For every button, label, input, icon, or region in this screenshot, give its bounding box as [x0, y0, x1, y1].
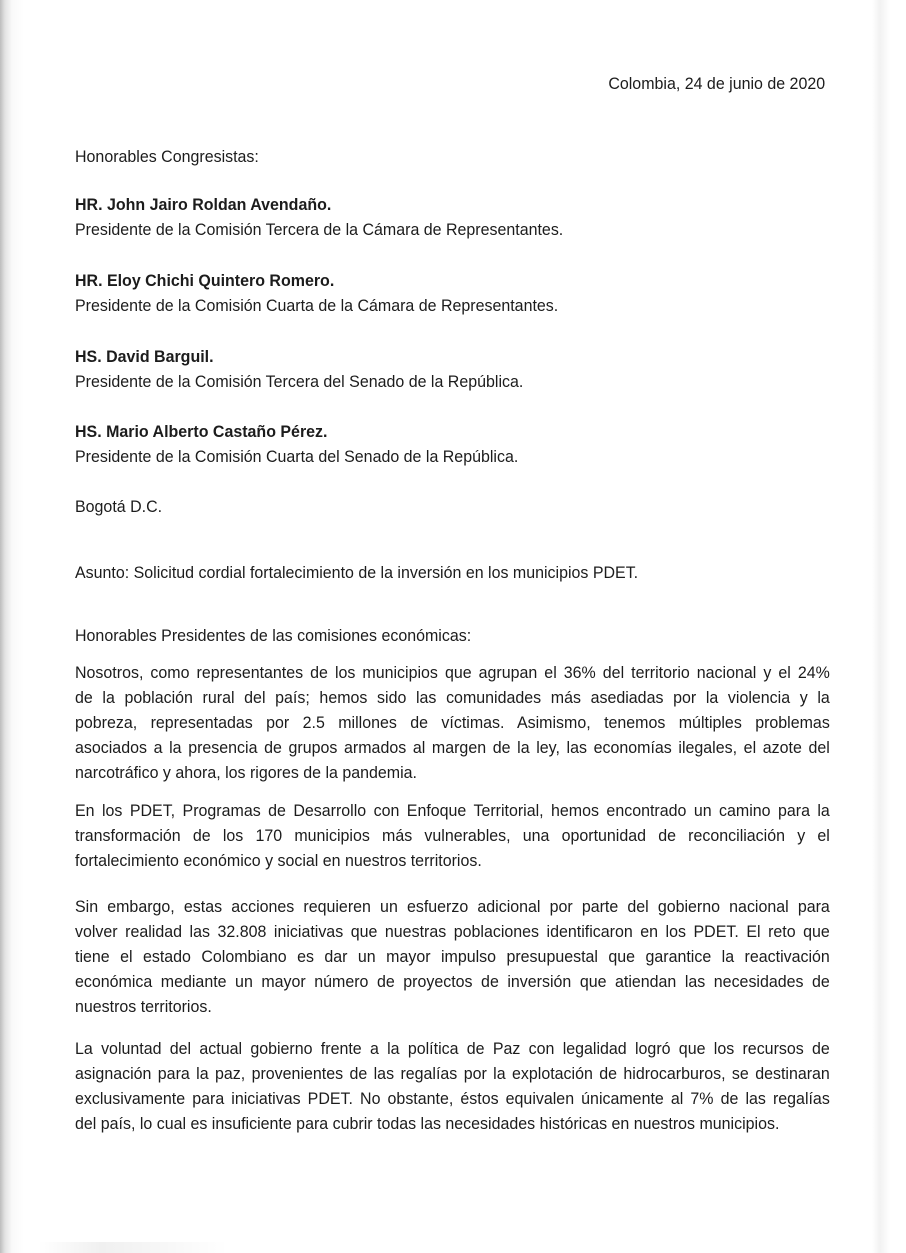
recipient [75, 192, 830, 242]
letter-body [75, 0, 830, 1253]
paragraph-line: En los PDET, Programas de Desarrollo con Enfoque Territorial, hemos encontrado un camino para la [75, 801, 830, 820]
paragraph-line: asignación para la paz, provenientes de las regalías por la explotación de hidrocarburos, se destinaran [75, 1064, 830, 1083]
paragraph-line: del país, lo cual es insuficiente para cubrir todas las necesidades históricas en nuestros municipios. [75, 1114, 780, 1133]
paragraph-line: nuestros territorios. [75, 997, 212, 1016]
recipient [75, 268, 830, 318]
recipient-name: HR. Eloy Chichi Quintero Romero. [75, 271, 335, 290]
paragraph-line: Sin embargo, estas acciones requieren un esfuerzo adicional por parte del gobierno nacional para [75, 897, 830, 916]
recipient-name: HS. Mario Alberto Castaño Pérez. [75, 422, 328, 441]
paragraph-line: narcotráfico y ahora, los rigores de la pandemia. [75, 763, 417, 782]
letter-date: Colombia, 24 de junio de 2020 [608, 74, 826, 93]
paragraph-line: fortalecimiento económico y social en nuestros territorios. [75, 851, 482, 870]
recipient-name: HS. David Barguil. [75, 347, 214, 366]
recipient-title: Presidente de la Comisión Cuarta de la Cámara de Representantes. [75, 296, 559, 315]
recipient-name: HR. John Jairo Roldan Avendaño. [75, 195, 332, 214]
body-paragraph [75, 1036, 830, 1136]
paragraph-line: volver realidad las 32.808 iniciativas que nuestras poblaciones identificaron en los PDET. El reto que [75, 922, 830, 941]
paragraph-line: económica mediante un mayor número de proyectos de inversión que atiendan las necesidades de [75, 972, 830, 991]
recipient-title: Presidente de la Comisión Cuarta del Senado de la República. [75, 447, 519, 466]
recipient [75, 344, 830, 394]
paragraph-line: tiene el estado Colombiano es dar un mayor impulso presupuestal que garantice la reactivación [75, 947, 830, 966]
letter-salutation: Honorables Congresistas: [75, 147, 259, 166]
paragraph-line: Nosotros, como representantes de los municipios que agrupan el 36% del territorio nacional y el 24% [75, 663, 830, 682]
paragraph-line: transformación de los 170 municipios más vulnerables, una oportunidad de reconciliación y el [75, 826, 830, 845]
body-paragraph [75, 894, 830, 1019]
paragraph-line: de la población rural del país; hemos sido las comunidades más asediadas por la violencia y la [75, 688, 830, 707]
recipient [75, 419, 830, 469]
body-paragraph [75, 660, 830, 785]
letter-greeting: Honorables Presidentes de las comisiones económicas: [75, 626, 472, 645]
letter-city: Bogotá D.C. [75, 497, 163, 516]
recipient-title: Presidente de la Comisión Tercera del Senado de la República. [75, 372, 524, 391]
paragraph-line: asociados a la presencia de grupos armados al margen de la ley, las economías ilegales, el azote del [75, 738, 830, 757]
paragraph-line: pobreza, representadas por 2.5 millones de víctimas. Asimismo, tenemos múltiples problemas [75, 713, 830, 732]
paragraph-line: La voluntad del actual gobierno frente a la política de Paz con legalidad logró que los recursos de [75, 1039, 830, 1058]
letter-subject: Asunto: Solicitud cordial fortalecimiento de la inversión en los municipios PDET. [75, 563, 639, 582]
paragraph-line: exclusivamente para iniciativas PDET. No obstante, éstos equivalen únicamente al 7% de las regalías [75, 1089, 830, 1108]
recipient-title: Presidente de la Comisión Tercera de la Cámara de Representantes. [75, 220, 564, 239]
body-paragraph [75, 798, 830, 873]
